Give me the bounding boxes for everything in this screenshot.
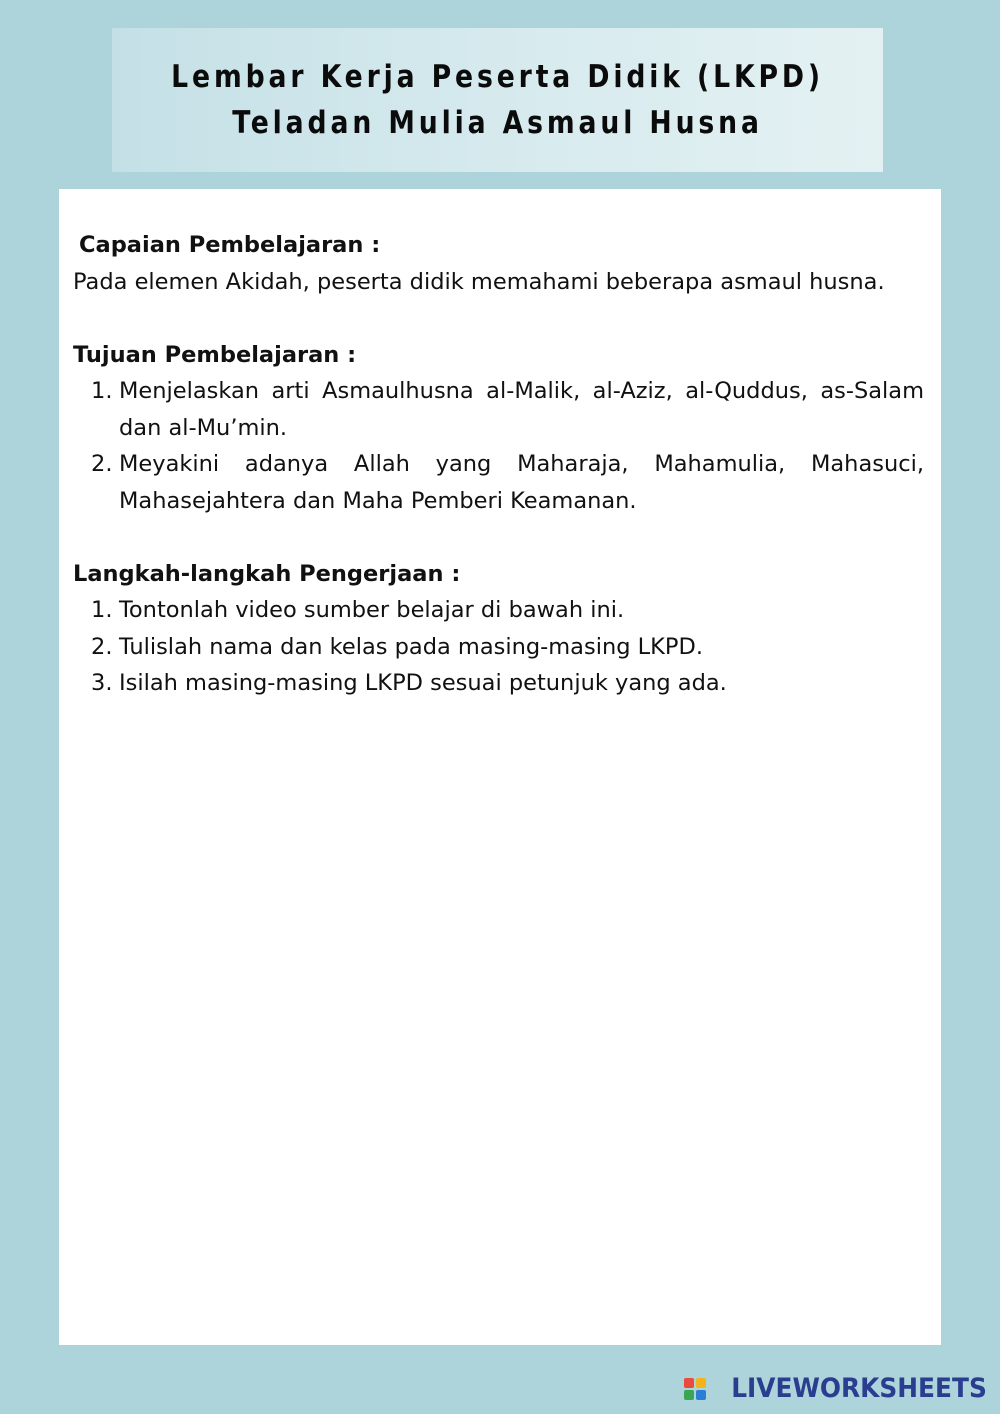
- capaian-heading: Capaian Pembelajaran :: [79, 232, 381, 258]
- logo-square-blue: [696, 1390, 706, 1400]
- logo-square-yellow: [696, 1378, 706, 1388]
- list-item-text: Meyakini adanya Allah yang Maharaja, Mahamulia, Mahasuci, Mahasejahtera dan Maha Pemberi Keamanan.: [119, 451, 924, 514]
- langkah-heading: Langkah-langkah Pengerjaan :: [73, 560, 461, 587]
- list-item: [73, 592, 924, 629]
- section-spacer: [73, 300, 924, 337]
- watermark-text: LIVEWORKSHEETS: [731, 1373, 987, 1404]
- tujuan-heading: Tujuan Pembelajaran :: [73, 341, 357, 368]
- liveworksheets-logo-icon: [684, 1378, 706, 1400]
- liveworksheets-watermark[interactable]: [684, 1373, 987, 1404]
- list-item-number: 2.: [91, 451, 113, 477]
- list-item: [73, 373, 924, 446]
- list-item-number: 1.: [91, 597, 113, 623]
- logo-square-red: [684, 1378, 694, 1388]
- list-item-number: 3.: [91, 670, 113, 696]
- logo-square-green: [684, 1390, 694, 1400]
- list-item-text: Menjelaskan arti Asmaulhusna al-Malik, al-Aziz, al-Quddus, as-Salam dan al-Mu’min.: [119, 378, 924, 441]
- langkah-list: [73, 592, 924, 702]
- list-item-number: 1.: [91, 378, 113, 404]
- list-item-text: Tontonlah video sumber belajar di bawah ini.: [119, 597, 625, 623]
- list-item: [73, 446, 924, 519]
- list-item: [73, 665, 924, 702]
- list-item-text: Tulislah nama dan kelas pada masing-masing LKPD.: [119, 633, 703, 660]
- capaian-text: Pada elemen Akidah, peserta didik memahami beberapa asmaul husna.: [73, 268, 885, 295]
- list-item-number: 2.: [91, 633, 113, 660]
- list-item-text: Isilah masing-masing LKPD sesuai petunjuk yang ada.: [119, 670, 727, 696]
- section-spacer: [73, 519, 924, 556]
- tujuan-list: [73, 373, 924, 519]
- list-item: [73, 629, 924, 666]
- title-line-1: Lembar Kerja Peserta Didik (LKPD): [171, 59, 824, 95]
- content-sheet: [59, 189, 941, 1345]
- title-banner: [112, 28, 883, 172]
- title-line-2: Teladan Mulia Asmaul Husna: [232, 105, 763, 141]
